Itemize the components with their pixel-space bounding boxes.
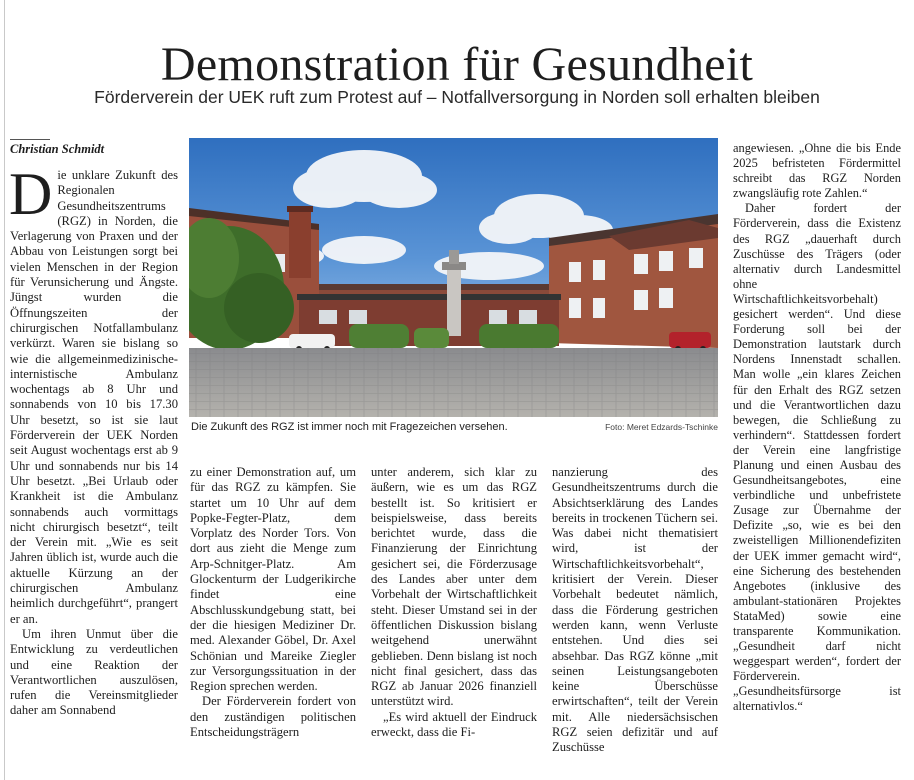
column-3-paragraph-2: „Es wird aktuell der Eindruck erweckt, dass die Fi-: [371, 709, 537, 740]
column-4-paragraph-1: nanzierung des Gesundheitszentrums durch die Absichtserklärung des Landes bereits in trockenen Tüchern sei. Was dabei nicht thematisiert wird, ist der Wirtschaftlichkeitsvorbehalt“, kritisiert der Verein. Dieser Vorbehalt bedeutet nämlich, dass die Förderung gestrichen werden kann, wenn Verluste entstehen. Und dies sei absehbar. Das RGZ könne „mit seinen Leistungsangeboten keine Überschüsse erwirtschaften“, teilt der Verein mit. Alle niedersächsischen RGZ seien defizitär und auf Zuschüsse: [552, 465, 718, 755]
column-1-text-1: ie unklare Zukunft des Regionalen Gesundheitszentrums (RGZ) in Norden, die Verlagerung von Praxen und der Abbau von Leistungen sorgt bei vielen Menschen in der Region für Verunsicherung und Ängste. Jüngst wurden die Öffnungszeiten der chirurgischen Notfallambulanz verkürzt. Waren sie bislang so wie die allgemeinmedizinische-internistische Ambulanz wochentags ab 8 Uhr und sonnabends von 10 bis 17.30 Uhr besetzt, so ist sie laut Förderverein der UEK Norden seit August wochentags erst ab 9 Uhr und sonnabends nur bis 14 Uhr besetzt. „Bei Urlaub oder Krankheit ist die Ambulanz sonnabends auch vormittags nicht chirurgisch besetzt“, teilt der Verein mit. „Wie es seit Jahren üblich ist, wurde auch die aktuelle Kürzung an der chirurgischen Ambulanz heimlich durchgeführt“, prangert er an.: [10, 168, 178, 626]
photo-caption: [191, 420, 718, 436]
page-margin-line: [4, 0, 5, 780]
column-1-paragraph-1: [9, 161, 178, 627]
headline: Demonstration für Gesundheit: [160, 38, 754, 92]
column-2-paragraph-2: Der Förderverein fordert von den zuständigen politischen Entscheidungsträgern: [190, 694, 356, 740]
photo-credit: Foto: Meret Edzards-Tschinke: [605, 422, 718, 432]
column-3-paragraph-1: unter anderem, sich klar zu äußern, wie es um das RGZ bestellt ist. So kritisiert er beispielsweise, dass bereits berichtet wurde, dass die Finanzierung der Einrichtung gesichert sei, die Förderzusage des Landes aber unter dem Vorbehalt der Wirtschaftlichkeit steht. Dieser Umstand sei in der öffentlichen Diskussion bislang weitgehend unerwähnt geblieben. Denn bislang ist noch nicht final gesichert, dass das RGZ ab Januar 2026 finanziell unterstützt wird.: [371, 465, 537, 709]
column-5-paragraph-2: Daher fordert der Förderverein, dass die Existenz des RGZ „dauerhaft durch Zuschüsse des Trägers (oder alternativ durch Landesmittel ohne Wirtschaftlichkeitsvorbehalt) gesichert werden“. Und diese Forderung soll bei der Demonstration lautstark durch Nordens Innenstadt schallen. Man wolle „ein klares Zeichen für den Erhalt des RGZ setzen und die Verantwortlichen dazu bewegen, die Schließung zu verhindern“. Stattdessen fordert der Verein eine langfristige Planung und einen Ausbau des Gesundheitsangebotes, eine verbindliche und unbefristete Zusage zur Übernahme der Defizite „so, wie es bei den zweistelligen Millionendefiziten der UEK immer gemacht wird“, eine Sicherung des bestehenden Angebotes (inklusive des ambulant-stationären Projektes StataMed) sowie eine transparente Kommunikation. „Gesundheit darf nicht weggespart werden“, fordert der Förderverein. „Gesundheitsfürsorge ist alternativlos.“: [733, 201, 901, 714]
article-column-5: [733, 141, 901, 715]
subheadline: Förderverein der UEK ruft zum Protest auf – Notfallversorgung in Norden soll erhalten bleiben: [94, 87, 820, 107]
article-column-2: [190, 465, 356, 740]
dropcap-letter: D: [9, 161, 53, 227]
photo-caption-text: Die Zukunft des RGZ ist immer noch mit Fragezeichen versehen.: [191, 421, 508, 433]
article-photo: [189, 138, 718, 417]
article-column-4: [552, 465, 718, 756]
author-rule: [10, 139, 50, 140]
article-column-1: [9, 161, 178, 719]
column-5-paragraph-1: angewiesen. „Ohne die bis Ende 2025 befristeten Fördermittel schreibt das RGZ Norden zwangsläufig rote Zahlen.“: [733, 141, 901, 201]
column-2-paragraph-1: zu einer Demonstration auf, um für das RGZ zu kämpfen. Sie startet um 10 Uhr auf dem Popke-Fegter-Platz, dem Vorplatz des Norder Tors. Von dort aus zieht die Menge zum Arp-Schnitger-Platz. Am Glockenturm der Ludgerikirche findet eine Abschlusskundgebung statt, bei der die hiesigen Mediziner Dr. med. Alexander Göbel, Dr. Axel Schönian und Mareike Ziegler zur Versorgungssituation in der Region sprechen werden.: [190, 465, 356, 694]
article-column-3: [371, 465, 537, 740]
author-byline: Christian Schmidt: [10, 142, 105, 156]
column-1-paragraph-2: Um ihren Unmut über die Entwicklung zu verdeutlichen und eine Reaktion der Verantwortlichen auszulösen, rufen die Vereinsmitglieder daher am Sonnabend: [10, 626, 178, 718]
